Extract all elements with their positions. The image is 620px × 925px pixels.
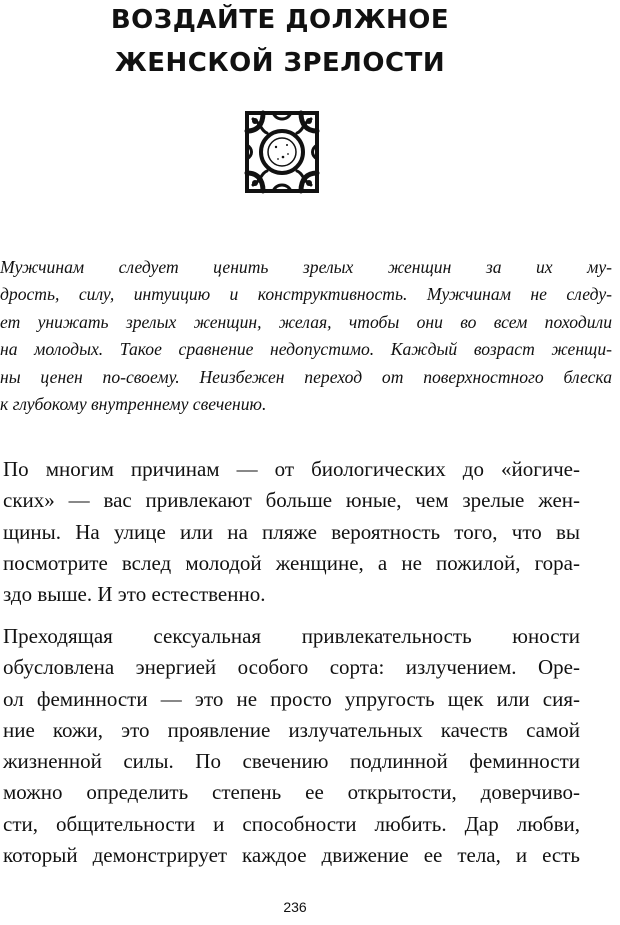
- epigraph-line: ет унижать зрелых женщин, желая, чтобы они во всем походили: [0, 311, 612, 332]
- epigraph-line: ны ценен по-своему. Неизбежен переход от поверхностного блеска: [0, 366, 612, 387]
- page-number: 236: [283, 899, 307, 915]
- epigraph: [0, 254, 612, 418]
- paragraph-line: Преходящая сексуальная привлекательность юности: [3, 624, 580, 648]
- paragraph-line: жизненной силы. По свечению подлинной феминности: [3, 749, 580, 774]
- chapter-title-line-1: ВОЗДАЙТЕ ДОЛЖНОЕ: [110, 5, 450, 35]
- paragraph-line: щины. На улице или на пляже вероятность того, что вы: [3, 519, 580, 544]
- epigraph-line: на молодых. Такое сравнение недопустимо. Каждый возраст женщи-: [0, 339, 612, 360]
- paragraph-line: который демонстрирует каждое движение ее тела, и есть: [3, 843, 580, 868]
- paragraph-line: ол феминности — это не просто упругость щек или сия-: [3, 686, 580, 711]
- epigraph-line: Мужчинам следует ценить зрелых женщин за их му-: [0, 257, 612, 277]
- body-paragraph-2: [3, 621, 580, 871]
- paragraph-line: посмотрите вслед молодой женщине, а не пожилой, гора-: [3, 550, 580, 575]
- paragraph-line: обусловлена энергией особого сорта: излучением. Оре-: [3, 655, 580, 680]
- paragraph-line: По многим причинам — от биологических до «йогиче-: [3, 457, 580, 481]
- paragraph-line: сти, общительности и способности любить. Дар любви,: [3, 811, 580, 836]
- chapter-title-line-2: ЖЕНСКОЙ ЗРЕЛОСТИ: [114, 48, 446, 78]
- paragraph-line: можно определить степень ее открытости, доверчиво-: [3, 780, 580, 805]
- body-paragraph-1: [3, 454, 580, 610]
- ornate-frame-icon: [243, 109, 321, 195]
- epigraph-line: дрость, силу, интуицию и конструктивность. Мужчинам не следу-: [0, 284, 612, 305]
- paragraph-line: ских» — вас привлекают больше юные, чем зрелые жен-: [3, 488, 580, 513]
- paragraph-line: здо выше. И это естественно.: [3, 582, 266, 607]
- paragraph-line: ние кожи, это проявление излучательных качеств самой: [3, 717, 580, 742]
- epigraph-line: к глубокому внутреннему свечению.: [0, 393, 267, 414]
